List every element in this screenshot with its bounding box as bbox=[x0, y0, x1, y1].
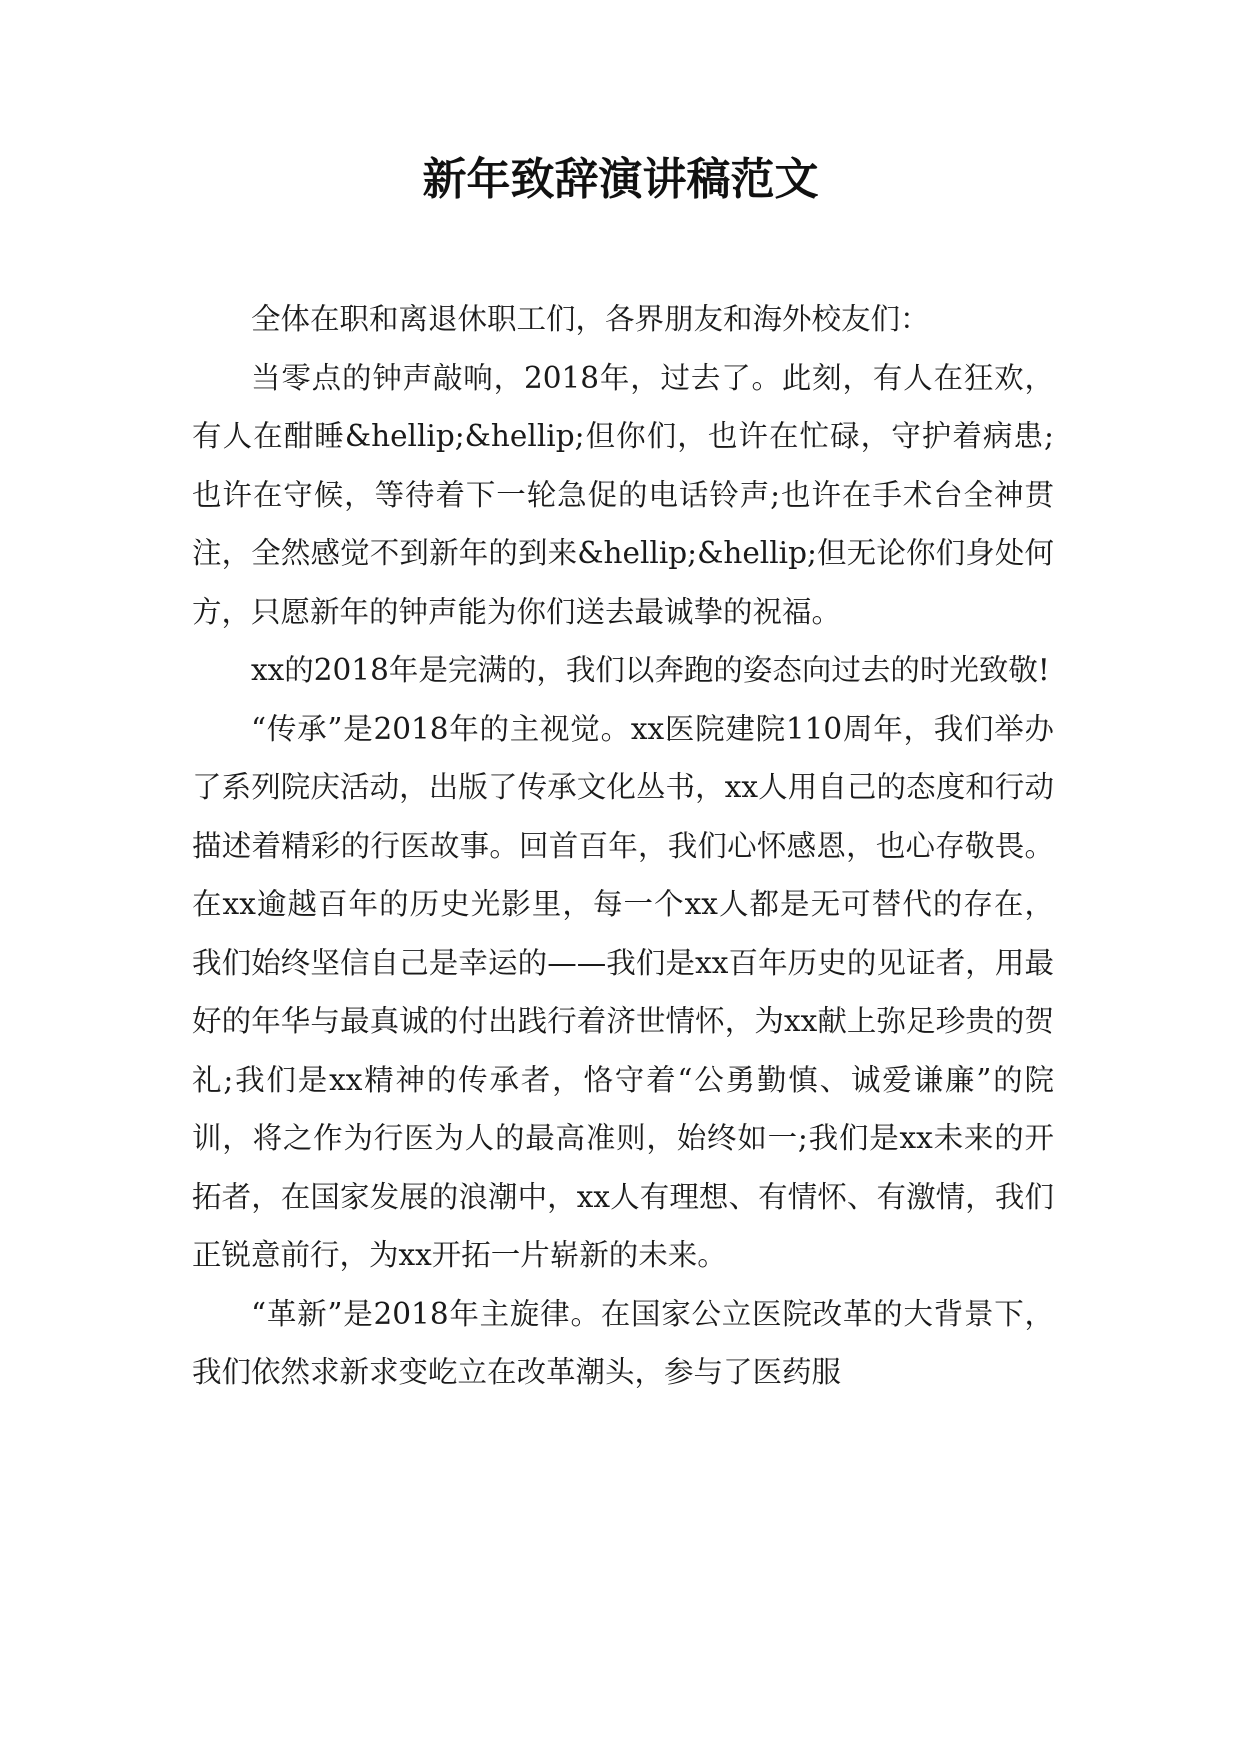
paragraph-salutation: 全体在职和离退休职工们，各界朋友和海外校友们： bbox=[251, 302, 930, 336]
paragraph-2018-summary: xx的2018年是完满的，我们以奔跑的姿态向过去的时光致敬! bbox=[251, 653, 1050, 687]
document-body bbox=[192, 290, 1054, 1402]
paragraph-innovation: “革新”是2018年主旋律。在国家公立医院改革的大背景下，我们依然求新求变屹立在改革潮头，参与了医药服 bbox=[192, 1296, 1054, 1389]
document-title: 新年致辞演讲稿范文 bbox=[422, 154, 819, 205]
paragraph-midnight-bell: 当零点的钟声敲响，2018年，过去了。此刻，有人在狂欢，有人在酣睡&hellip;&hellip;但你们，也许在忙碌，守护着病患;也许在守候，等待着下一轮急促的电话铃声;也许在手术台全神贯注，全然感觉不到新年的到来&hellip;&hellip;但无论你们身处何方，只愿新年的钟声能为你们送去最诚挚的祝福。 bbox=[192, 360, 1054, 629]
paragraph-inheritance: “传承”是2018年的主视觉。xx医院建院110周年，我们举办了系列院庆活动，出版了传承文化丛书，xx人用自己的态度和行动描述着精彩的行医故事。回首百年，我们心怀感恩，也心存敬畏。在xx逾越百年的历史光影里，每一个xx人都是无可替代的存在，我们始终坚信自己是幸运的——我们是xx百年历史的见证者，用最好的年华与最真诚的付出践行着济世情怀，为xx献上弥足珍贵的贺礼;我们是xx精神的传承者，恪守着“公勇勤慎、诚爱谦廉”的院训，将之作为行医为人的最高准则，始终如一;我们是xx未来的开拓者，在国家发展的浪潮中，xx人有理想、有情怀、有激情，我们正锐意前行，为xx开拓一片崭新的未来。 bbox=[192, 711, 1054, 1272]
